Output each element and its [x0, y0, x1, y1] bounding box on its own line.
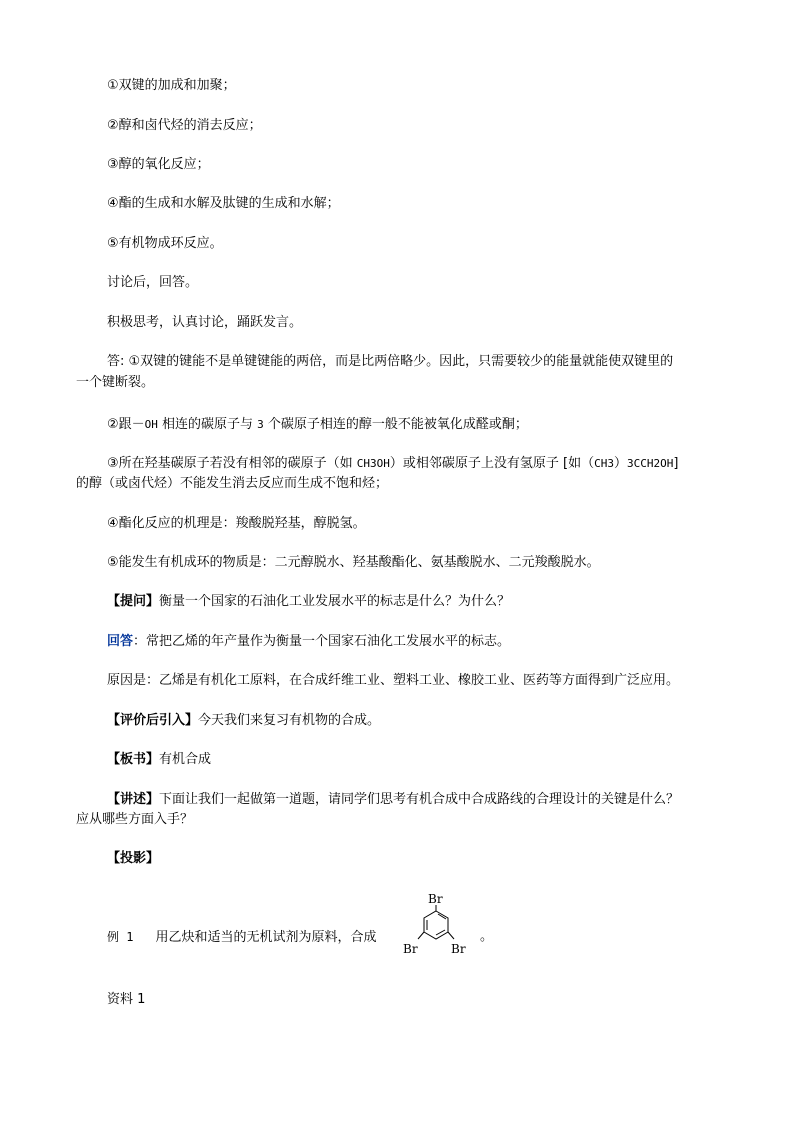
point-3-formula-2: CH3: [594, 457, 615, 470]
point-3-line-2: 的醇（或卤代烃）不能发生消去反应而生成不饱和烃；: [76, 476, 389, 491]
point-2-pre: ②跟－: [107, 417, 145, 432]
example: [107, 927, 376, 948]
item-1: ①双键的加成和加聚；: [107, 78, 236, 93]
answer-line-1: [107, 352, 673, 372]
board-tag: 【板书】: [107, 752, 160, 767]
point-4: ④酯化反应的机理是：羧酸脱羟基，醇脱氢。: [107, 516, 366, 531]
point-2-post: 个碳原子相连的醇一般不能被氧化成醛或酮；: [263, 417, 528, 432]
review-tag: 【评价后引入】: [107, 713, 199, 728]
lecture-line-2: 应从哪些方面入手？: [76, 812, 194, 827]
point-3-line-1: [107, 454, 678, 474]
point-5: ⑤能发生有机成环的物质是：二元醇脱水、羟基酸酯化、氨基酸脱水、二元羧酸脱水。: [107, 555, 600, 570]
item-3: ③醇的氧化反应；: [107, 157, 210, 172]
br-right: Br: [451, 942, 466, 956]
lecture-line-1: [107, 790, 679, 810]
br-top: Br: [428, 893, 443, 906]
question: [107, 592, 510, 612]
point-3-mid: ）或相邻碳原子上没有氢原子 [如（: [389, 456, 595, 471]
lecture-text: 下面让我们一起做第一道题，请同学们思考有机合成中合成路线的合理设计的关键是什么？: [159, 792, 680, 807]
review-text: 今天我们来复习有机物的合成。: [198, 713, 381, 728]
point-2-oh: OH: [144, 418, 158, 431]
answer-label: 答:: [107, 354, 125, 369]
review: [107, 711, 380, 731]
discuss-text: 讨论后，回答。: [107, 275, 199, 290]
item-2: ②醇和卤代烃的消去反应；: [107, 118, 262, 133]
example-text: 用乙炔和适当的无机试剂为原料，合成: [155, 930, 377, 945]
example-label: 例 1: [107, 930, 134, 944]
point-3-formula-1: CH3OH: [356, 457, 390, 470]
board-text: 有机合成: [159, 752, 212, 767]
projection: [107, 849, 159, 869]
reply: [107, 632, 510, 652]
benzene-ring: [418, 905, 454, 939]
tribromobenzene-structure: [396, 893, 476, 963]
think-text: 积极思考，认真讨论，踊跃发言。: [107, 315, 303, 330]
point-2-mid: 相连的碳原子与: [157, 417, 258, 432]
point-2: [107, 415, 528, 435]
answer-line-2: 一个键断裂。: [76, 375, 155, 390]
reason: 原因是：乙烯是有机化工原料，在合成纤维工业、塑料工业、橡胶工业、医药等方面得到广泛应用。: [107, 673, 680, 688]
point-3-formula-3: 3CCH2OH: [627, 457, 674, 470]
item-5: ⑤有机物成环反应。: [107, 236, 223, 251]
point-3-mid-2: ）: [614, 456, 628, 471]
point-2-num: 3: [257, 418, 264, 431]
point-3-pre: ③所在羟基碳原子若没有相邻的碳原子（如: [107, 456, 357, 471]
br-left: Br: [403, 942, 418, 956]
board: [107, 750, 211, 770]
material: 资料 1: [107, 992, 146, 1007]
point-3-post: ]: [673, 456, 679, 471]
projection-tag: 【投影】: [107, 851, 160, 866]
item-4: ④酯的生成和水解及肽键的生成和水解；: [107, 196, 340, 211]
lecture-tag: 【讲述】: [107, 792, 160, 807]
question-tag: 【提问】: [107, 594, 160, 609]
question-text: 衡量一个国家的石油化工业发展水平的标志是什么？为什么？: [159, 594, 511, 609]
example-end: 。: [480, 929, 494, 944]
answer-text: ①双键的键能不是单键键能的两倍，而是比两倍略少。因此，只需要较少的能量就能使双键里的: [128, 354, 674, 369]
reply-tag: 回答: [107, 634, 134, 649]
reply-text: ：常把乙烯的年产量作为衡量一个国家石油化工发展水平的标志。: [133, 634, 511, 649]
